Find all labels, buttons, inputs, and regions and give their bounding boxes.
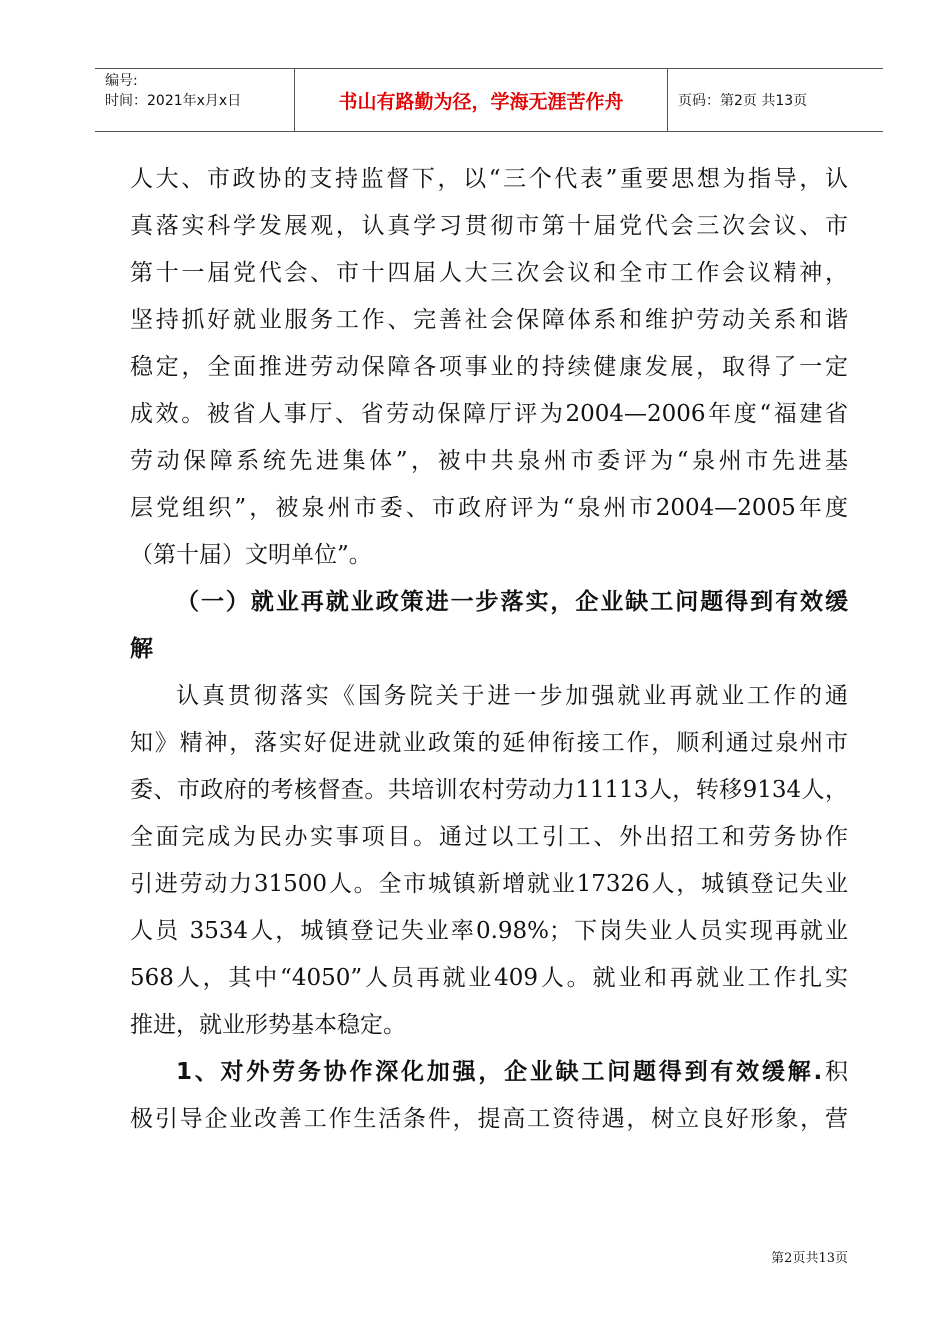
body-line: 坚持抓好就业服务工作、完善社会保障体系和维护劳动关系和谐 xyxy=(130,307,848,333)
body-line: 引进劳动力31500人。全市城镇新增就业17326人，城镇登记失业 xyxy=(130,871,848,897)
body-line: 第十一届党代会、市十四届人大三次会议和全市工作会议精神， xyxy=(130,260,848,286)
page-header xyxy=(95,68,883,132)
body-line: （第十届）文明单位”。 xyxy=(130,542,372,568)
document-time-label: 时间：2021年x月x日 xyxy=(105,93,242,109)
body-line: 人大、市政协的支持监督下，以“三个代表”重要思想为指导，认 xyxy=(130,166,848,192)
body-line: 推进，就业形势基本稳定。 xyxy=(130,1012,406,1038)
subsection-heading: 1、对外劳务协作深化加强，企业缺工问题得到有效缓解. xyxy=(176,1059,823,1085)
subsection-text: 积 xyxy=(822,1059,848,1085)
body-line: 人员 3534人，城镇登记失业率0.98%；下岗失业人员实现再就业 xyxy=(130,918,848,944)
header-motto: 书山有路勤为径，学海无涯苦作舟 xyxy=(295,69,668,131)
body-line: 真落实科学发展观，认真学习贯彻市第十届党代会三次会议、市 xyxy=(130,213,848,239)
body-line: 全面完成为民办实事项目。通过以工引工、外出招工和劳务协作 xyxy=(130,824,848,850)
document-body xyxy=(130,156,848,1143)
body-line: 成效。被省人事厅、省劳动保障厅评为2004—2006年度“福建省 xyxy=(130,401,848,427)
subsection-line xyxy=(130,1049,848,1096)
section-heading-line: 解 xyxy=(130,636,153,662)
body-line: 层党组织”，被泉州市委、市政府评为“泉州市2004—2005年度 xyxy=(130,495,848,521)
header-page-info: 页码：第2页 共13页 xyxy=(678,93,808,109)
body-line: 知》精神，落实好促进就业政策的延伸衔接工作，顺利通过泉州市 xyxy=(130,730,848,756)
section-heading-line: （一）就业再就业政策进一步落实，企业缺工问题得到有效缓 xyxy=(176,589,848,615)
page-footer: 第2页共13页 xyxy=(771,1251,848,1266)
header-meta xyxy=(95,69,295,131)
body-line: 极引导企业改善工作生活条件，提高工资待遇，树立良好形象，营 xyxy=(130,1106,848,1132)
body-line: 认真贯彻落实《国务院关于进一步加强就业再就业工作的通 xyxy=(176,683,848,709)
body-line: 稳定，全面推进劳动保障各项事业的持续健康发展，取得了一定 xyxy=(130,354,848,380)
body-line: 568人，其中“4050”人员再就业409人。就业和再就业工作扎实 xyxy=(130,965,848,991)
body-line: 委、市政府的考核督查。共培训农村劳动力11113人，转移9134人， xyxy=(130,777,848,803)
body-line: 劳动保障系统先进集体”，被中共泉州市委评为“泉州市先进基 xyxy=(130,448,848,474)
document-number-label: 编号: xyxy=(105,73,138,89)
